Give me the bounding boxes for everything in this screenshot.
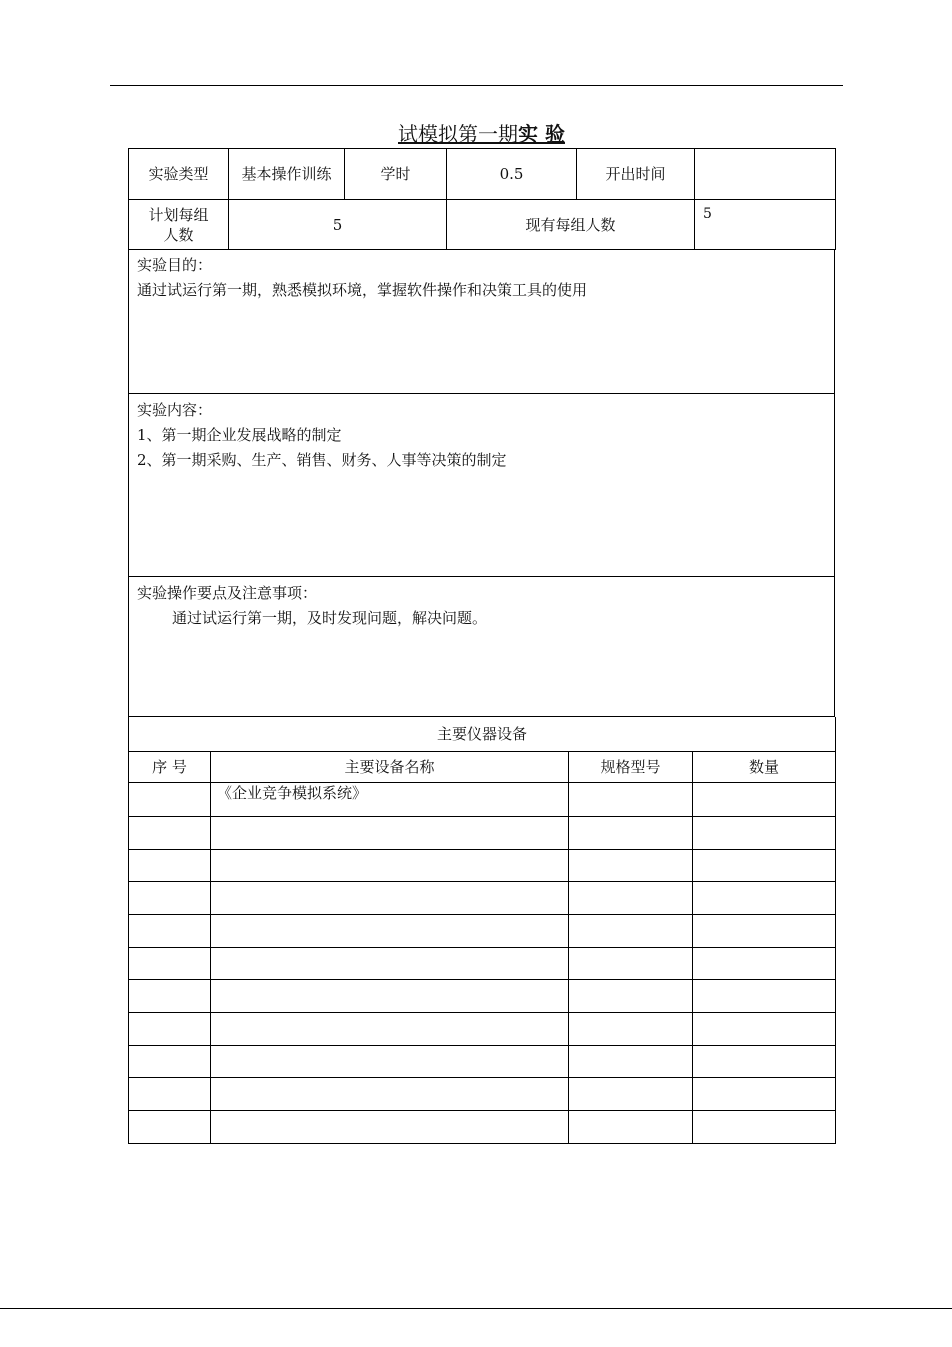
cell-spec	[569, 849, 693, 881]
cell-qty	[693, 1110, 836, 1143]
cell-index	[129, 782, 211, 816]
cell-index	[129, 1045, 211, 1077]
cell-qty	[693, 782, 836, 816]
cell-name	[211, 914, 569, 947]
table-row	[129, 1077, 836, 1110]
table-row	[129, 1045, 836, 1077]
col-header-index: 序 号	[129, 751, 211, 782]
cell-spec	[569, 1077, 693, 1110]
cell-spec	[569, 914, 693, 947]
cell-qty	[693, 816, 836, 849]
hours-label: 学时	[345, 149, 447, 200]
cell-spec	[569, 979, 693, 1012]
footer-rule	[0, 1308, 952, 1309]
cell-spec	[569, 782, 693, 816]
operations-label: 实验操作要点及注意事项：	[137, 584, 318, 602]
table-row	[129, 979, 836, 1012]
cell-name	[211, 1012, 569, 1045]
cell-spec	[569, 1110, 693, 1143]
hours-value: 0.5	[447, 149, 577, 200]
experiment-info-table	[128, 148, 836, 250]
cell-name	[211, 1110, 569, 1143]
table-row	[129, 881, 836, 914]
cell-qty	[693, 979, 836, 1012]
cell-qty	[693, 914, 836, 947]
cell-index	[129, 849, 211, 881]
cell-index	[129, 816, 211, 849]
purpose-section	[128, 249, 835, 394]
operations-section	[128, 577, 835, 717]
cell-index	[129, 914, 211, 947]
start-time-label: 开出时间	[577, 149, 695, 200]
cell-qty	[693, 1045, 836, 1077]
cell-name: 《企业竞争模拟系统》	[211, 782, 569, 816]
cell-index	[129, 979, 211, 1012]
cell-index	[129, 1077, 211, 1110]
col-header-spec: 规格型号	[569, 751, 693, 782]
cell-name	[211, 1077, 569, 1110]
cell-qty	[693, 947, 836, 979]
cell-index	[129, 881, 211, 914]
table-row	[129, 816, 836, 849]
content-label: 实验内容：	[137, 401, 213, 419]
table-row	[129, 914, 836, 947]
header-rule	[110, 85, 843, 86]
purpose-label: 实验目的：	[137, 256, 213, 274]
cell-spec	[569, 881, 693, 914]
table-row	[129, 1110, 836, 1143]
cell-index	[129, 1110, 211, 1143]
cell-name	[211, 1045, 569, 1077]
purpose-text: 通过试运行第一期，熟悉模拟环境，掌握软件操作和决策工具的使用	[137, 281, 588, 299]
table-row	[129, 1012, 836, 1045]
cell-index	[129, 1012, 211, 1045]
cell-name	[211, 979, 569, 1012]
table-row	[129, 947, 836, 979]
cell-spec	[569, 1012, 693, 1045]
cell-spec	[569, 816, 693, 849]
current-per-group-value: 5	[695, 200, 836, 250]
planned-per-group-label: 计划每组人数	[129, 200, 229, 250]
cell-qty	[693, 849, 836, 881]
title-main: 试模拟第一期	[398, 122, 519, 146]
content-item: 1、第一期企业发展战略的制定	[137, 426, 342, 444]
col-header-name: 主要设备名称	[211, 751, 569, 782]
cell-spec	[569, 1045, 693, 1077]
title-bold: 实 验	[518, 122, 565, 146]
col-header-qty: 数量	[693, 751, 836, 782]
experiment-type-value: 基本操作训练	[229, 149, 345, 200]
equipment-section-title: 主要仪器设备	[129, 717, 836, 751]
cell-qty	[693, 1012, 836, 1045]
content-item: 2、第一期采购、生产、销售、财务、人事等决策的制定	[137, 451, 507, 469]
page-title	[128, 121, 835, 147]
cell-index	[129, 947, 211, 979]
table-row	[129, 849, 836, 881]
cell-name	[211, 849, 569, 881]
cell-name	[211, 816, 569, 849]
equipment-table	[128, 717, 836, 1144]
cell-name	[211, 947, 569, 979]
planned-per-group-value: 5	[229, 200, 447, 250]
cell-qty	[693, 1077, 836, 1110]
current-per-group-label: 现有每组人数	[447, 200, 695, 250]
start-time-value	[695, 149, 836, 200]
content-section	[128, 394, 835, 577]
cell-name	[211, 881, 569, 914]
table-row	[129, 782, 836, 816]
operations-text: 通过试运行第一期，及时发现问题，解决问题。	[172, 609, 488, 627]
experiment-type-label: 实验类型	[129, 149, 229, 200]
cell-qty	[693, 881, 836, 914]
cell-spec	[569, 947, 693, 979]
